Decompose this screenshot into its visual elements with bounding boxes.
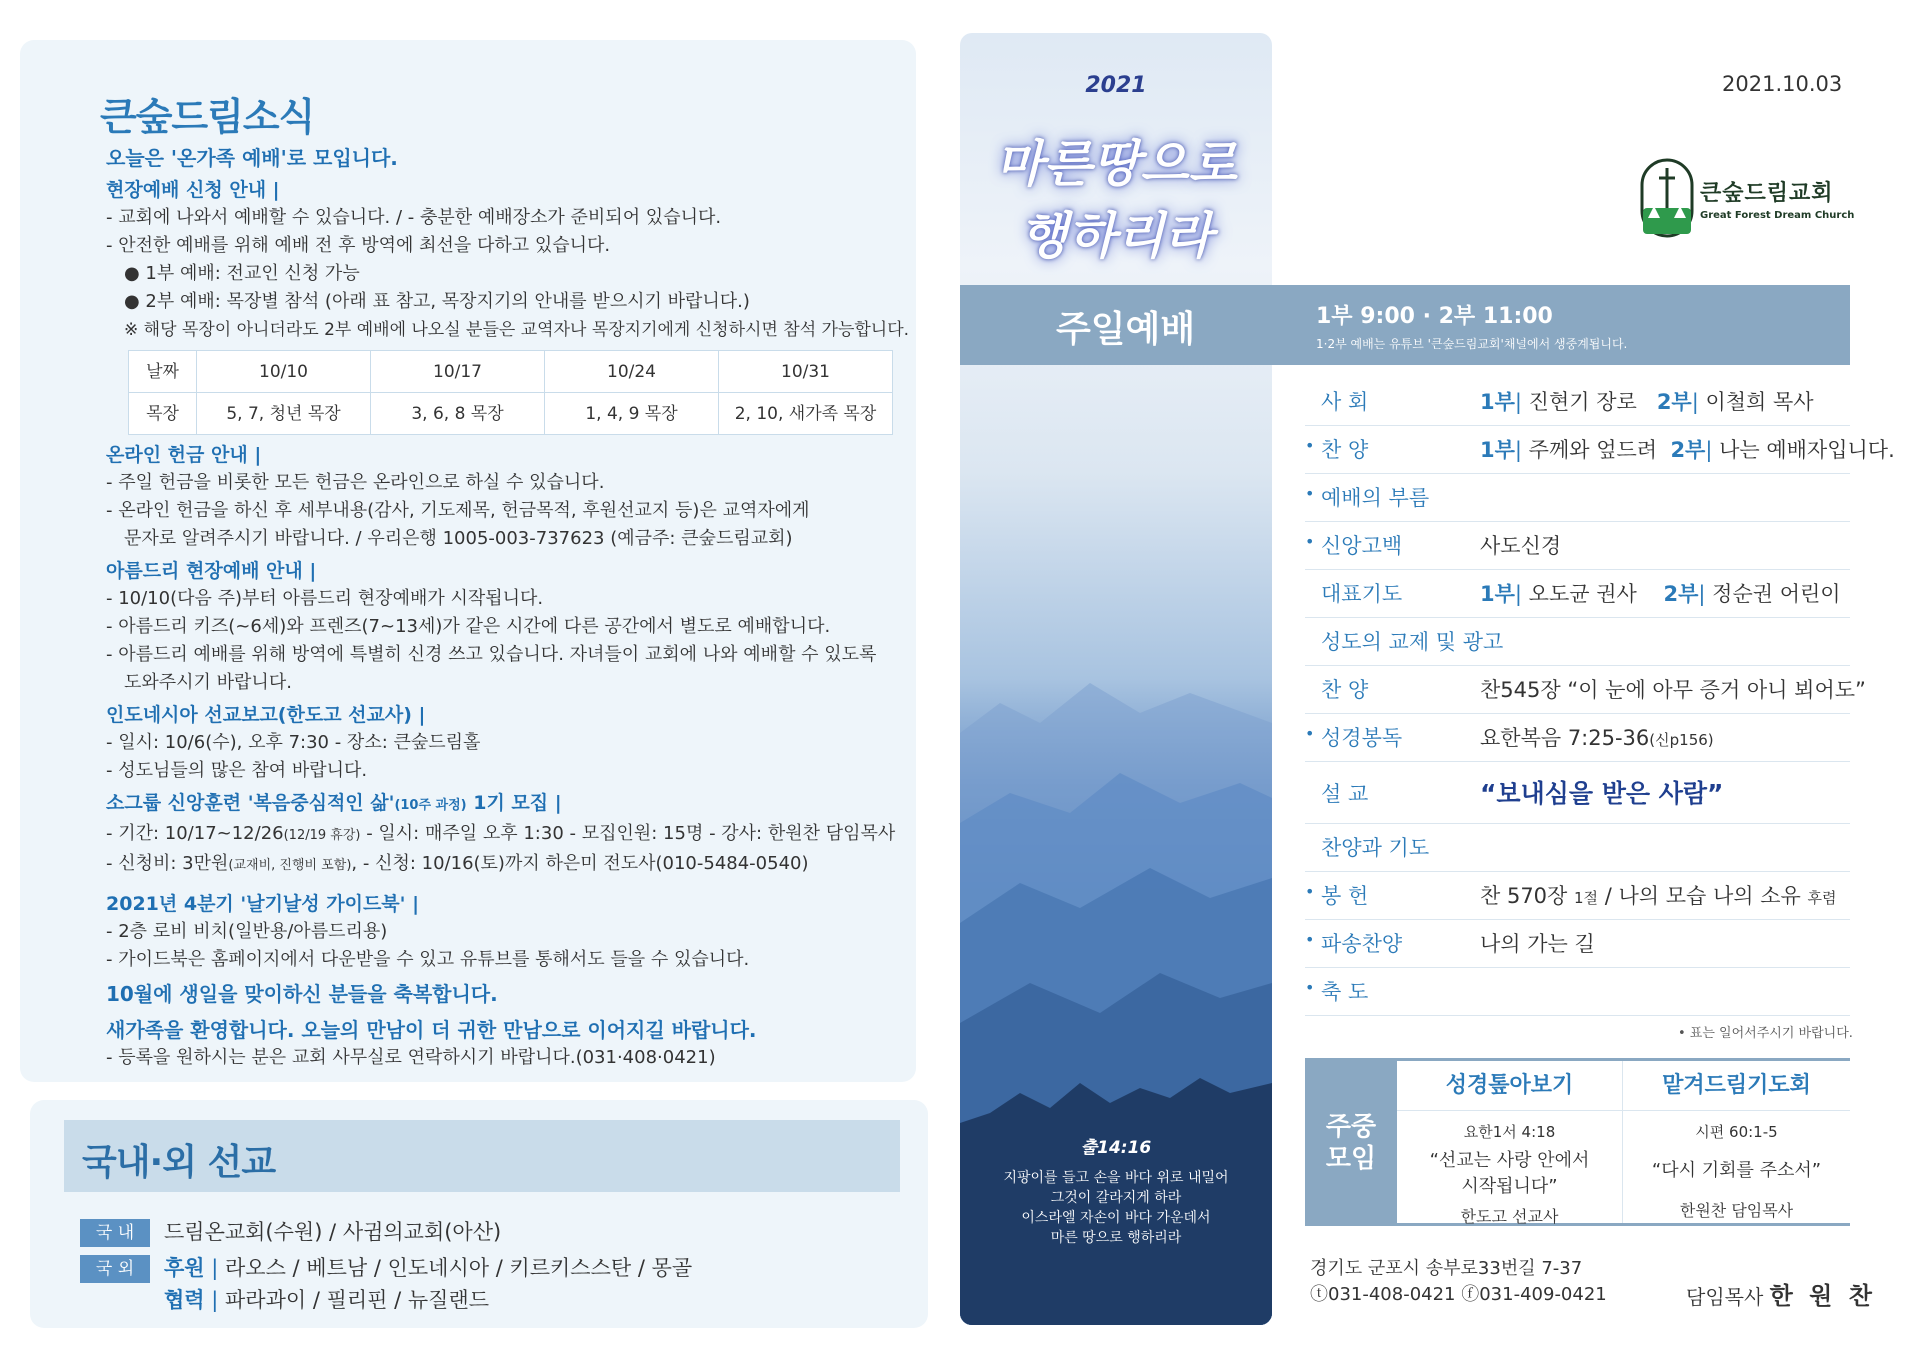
order-row-host [1305,378,1850,426]
order-row-fellowship [1305,618,1850,666]
small-group-fee-note: (교재비, 진행비 포함) [228,858,352,873]
order-value: 요한복음 7:25-36(신p156) [1480,726,1714,750]
news-headline-family-worship: 오늘은 '온가족 예배'로 모입니다. [106,146,398,170]
cover-verse-ref: 출14:16 [1080,1138,1152,1158]
news-heading-welcome: 새가족을 환영합니다. 오늘의 만남이 더 귀한 만남으로 이어지길 바랍니다. [106,1018,757,1042]
order-name: 신앙고백 [1321,534,1403,558]
table-header-date: 날짜 [129,351,197,393]
order-value: 사도신경 [1480,534,1562,558]
news-line: - 2층 로비 비치(일반용/아름드리용) [106,921,388,942]
news-line: - 온라인 헌금을 하신 후 세부내용(감사, 기도제목, 헌금목적, 후원선교지 등)은 교역자에게 [106,500,810,521]
news-line: - 10/10(다음 주)부터 아름드리 현장예배가 시작됩니다. [106,588,544,609]
meeting-ref: 요한1서 4:18 [1463,1123,1556,1141]
order-name: 찬 양 [1321,678,1369,702]
mission-panel [30,1100,928,1328]
order-name: 성도의 교제 및 광고 [1321,630,1504,654]
news-line: 도와주시기 바랍니다. [124,672,292,693]
meeting-title: 맡겨드림기도회 [1623,1061,1850,1111]
meeting-title: 성경톺아보기 [1397,1061,1622,1111]
small-group-fee: - 신청비: 3만원 [106,853,229,874]
news-heading-small-group [106,789,896,820]
small-group-break: (12/19 휴강) [283,828,361,843]
support-list: 라오스 / 베트남 / 인도네시아 / 키르키스스탄 / 몽골 [225,1256,693,1280]
verse-line: 이스라엘 자손이 바다 가운데서 [1021,1210,1211,1226]
cover-panel [960,33,1272,1325]
support-label: 후원 [164,1256,205,1280]
mission-cooperation: 협력 | 파라과이 / 필리핀 / 뉴질랜드 [164,1288,490,1312]
cover-title-line: 마른땅으로 [995,134,1237,193]
stand-marker: • [1305,532,1315,551]
bulletin-date: 2021.10.03 [1722,72,1843,96]
coop-label: 협력 [164,1288,205,1312]
news-line [106,820,896,850]
mission-overseas: 국 외 후원 | 라오스 / 베트남 / 인도네시아 / 키르키스스탄 / 몽골 [80,1252,692,1283]
meetings-label-line: 모임 [1325,1144,1377,1174]
news-line: ● 2부 예배: 목장별 참석 (아래 표 참고, 목장지기의 안내를 받으시기 바랍니다.) [124,291,750,312]
news-heading-birthday: 10월에 생일을 맞이하신 분들을 축복합니다. [106,982,498,1006]
small-group-details: - 일시: 매주일 오후 1:30 - 모집인원: 15명 - 강사: 한원찬 담임목사 [360,823,896,844]
order-name: 설 교 [1321,782,1369,806]
news-line: ※ 해당 목장이 아니더라도 2부 예배에 나오실 분들은 교역자나 목장지기에게 신청하시면 참석 가능합니다. [124,320,910,340]
small-group-signup: , - 신청: 10/16(토)까지 하은미 전도사(010-5484-0540) [351,853,809,874]
order-value: 찬 570장 1절 / 나의 모습 나의 소유 후렴 [1480,884,1837,908]
order-value: 1부| 오도균 권사 2부| 정순권 어린이 [1480,582,1841,606]
stand-marker: • [1305,930,1315,949]
order-row-praise [1305,426,1895,474]
sermon-title: “보내심을 받은 사람” [1480,779,1724,808]
news-heading-guidebook: 2021년 4분기 '날기날성 가이드북' | [106,893,420,915]
news-line: - 주일 헌금을 비롯한 모든 헌금은 온라인으로 하실 수 있습니다. [106,472,605,493]
news-heading-onsite: 현장예배 신청 안내 | [106,179,280,201]
order-row-prayer [1305,570,1850,618]
meetings-label [1305,1061,1397,1223]
table-cell-group: 5, 7, 청년 목장 [197,393,371,435]
order-name: 찬 양 [1321,438,1369,462]
mission-domestic [80,1216,501,1247]
news-line [106,850,896,880]
cover-title-line: 행하리라 [1019,206,1213,265]
news-line: - 등록을 원하시는 분은 교회 사무실로 연락하시기 바랍니다.(031·408·0421) [106,1047,716,1068]
news-line: - 성도님들의 많은 참여 바랍니다. [106,760,368,781]
order-name: 축 도 [1321,980,1369,1004]
small-group-period: - 기간: 10/17~12/26 [106,823,284,844]
address-line: 경기도 군포시 송부로33번길 7-37 [1310,1258,1583,1279]
stand-note: • 표는 일어서주시기 바랍니다. [1678,1026,1853,1041]
church-name-en: Great Forest Dream Church [1700,210,1855,221]
order-value: 1부| 주께와 엎드려 2부| 나는 예배자입니다. [1480,438,1895,462]
verse-line: 마른 땅으로 행하리라 [1050,1230,1182,1246]
church-address [1310,1256,1607,1308]
domestic-list: 드림온교회(수원) / 사귐의교회(아산) [164,1220,502,1244]
table-cell-date: 10/24 [545,351,719,393]
table-row [129,393,893,435]
worship-time: 1부 9:00 · 2부 11:00 [1316,304,1553,329]
meeting-quote: “다시 기회를 주소서” [1651,1160,1822,1181]
pastor [1686,1276,1876,1311]
news-line: - 일시: 10/6(수), 오후 7:30 - 장소: 큰숲드림홀 [106,732,481,753]
small-group-title: 소그룹 신앙훈련 '복음중심적인 삶' [106,792,395,814]
table-cell-group: 3, 6, 8 목장 [371,393,545,435]
order-row-sermon [1305,762,1850,824]
church-logo-icon [1640,158,1694,238]
order-name: 사 회 [1321,390,1369,414]
meeting-speaker: 한도고 선교사 [1460,1207,1559,1226]
small-group-duration: (10주 과정) [394,798,467,813]
meetings-label-line: 주중 [1325,1112,1377,1142]
order-row-creed [1305,522,1850,570]
small-group-recruit: 1기 모집 | [466,792,562,814]
church-name: 큰숲드림교회 [1700,181,1834,206]
stand-marker: • [1305,724,1315,743]
verse-line: 지팡이를 들고 손을 바다 위로 내밀어 [1003,1170,1229,1186]
stand-marker: • [1305,882,1315,901]
order-row-offering [1305,872,1850,920]
table-cell-group: 1, 4, 9 목장 [545,393,719,435]
news-heading-indonesia-report: 인도네시아 선교보고(한도고 선교사) | [106,704,426,726]
stand-marker: • [1305,978,1315,997]
pastor-label: 담임목사 [1686,1285,1764,1309]
table-cell-group: 2, 10, 새가족 목장 [719,393,893,435]
order-name: 성경봉독 [1321,726,1403,750]
meeting-quote: “선교는 사랑 안에서 시작됩니다” [1429,1150,1590,1197]
cover-verse [960,1168,1272,1248]
news-heading-online-offering: 온라인 헌금 안내 | [106,444,262,466]
order-name: 파송찬양 [1321,932,1403,956]
cover-year: 2021 [1085,73,1147,98]
mission-title: 국내·외 선교 [82,1142,276,1183]
order-row-call [1305,474,1850,522]
order-row-benediction [1305,968,1850,1016]
cover-title [960,128,1272,272]
worship-header [960,285,1850,365]
order-row-hymn [1305,666,1866,714]
news-body [106,140,910,1072]
table-row [129,351,893,393]
news-title: 큰숲드림소식 [100,95,315,139]
news-line: 문자로 알려주시기 바랍니다. / 우리은행 1005-003-737623 (예금주: 큰숲드림교회) [124,528,793,549]
meeting-speaker: 한원찬 담임목사 [1679,1201,1794,1220]
overseas-tag: 국 외 [80,1255,150,1283]
worship-note: 1·2부 예배는 유튜브 '큰숲드림교회'채널에서 생중계됩니다. [1316,337,1628,351]
order-row-scripture [1305,714,1850,762]
order-name: 찬양과 기도 [1321,836,1430,860]
news-line: - 아름드리 키즈(~6세)와 프렌즈(7~13세)가 같은 시간에 다른 공간에서 별도로 예배합니다. [106,616,831,637]
news-line: - 안전한 예배를 위해 예배 전 후 방역에 최선을 다하고 있습니다. [106,235,611,256]
news-line: - 교회에 나와서 예배할 수 있습니다. / - 충분한 예배장소가 준비되어 있습니다. [106,207,722,228]
domestic-tag: 국 내 [80,1219,150,1247]
phone-line: ⓣ031-408-0421 ⓕ031-409-0421 [1310,1284,1607,1305]
verse-line: 그것이 갈라지게 하라 [1050,1190,1182,1206]
table-cell-date: 10/10 [197,351,371,393]
order-name: 봉 헌 [1321,884,1369,908]
news-line: - 가이드북은 홈페이지에서 다운받을 수 있고 유튜브를 통해서도 들을 수 있습니다. [106,949,750,970]
meeting-prayer [1623,1061,1850,1223]
news-panel [20,40,916,1082]
coop-list: 파라과이 / 필리핀 / 뉴질랜드 [225,1288,490,1312]
meeting-bible-study [1397,1061,1623,1226]
order-row-praise-prayer [1305,824,1850,872]
order-name: 대표기도 [1321,582,1403,606]
stand-marker: • [1305,436,1315,455]
worship-order [1305,378,1895,1016]
stand-marker: • [1305,484,1315,503]
news-line: - 아름드리 예배를 위해 방역에 특별히 신경 쓰고 있습니다. 자녀들이 교회에 나와 예배할 수 있도록 [106,644,877,665]
news-heading-kids-worship: 아름드리 현장예배 안내 | [106,560,317,582]
news-line: ● 1부 예배: 전교인 신청 가능 [124,263,360,284]
order-row-sending [1305,920,1850,968]
table-cell-date: 10/17 [371,351,545,393]
meeting-ref: 시편 60:1-5 [1695,1123,1778,1141]
order-value: 나의 가는 길 [1480,932,1595,956]
order-name: 예배의 부름 [1321,486,1430,510]
pastor-name: 한 원 찬 [1769,1282,1876,1310]
order-value: 1부| 진현기 장로 2부| 이철희 목사 [1480,390,1814,414]
order-value: 찬545장 “이 눈에 아무 증거 아니 뵈어도” [1480,678,1866,702]
table-header-group: 목장 [129,393,197,435]
table-cell-date: 10/31 [719,351,893,393]
worship-title: 주일예배 [1056,309,1196,350]
weekday-meetings [1305,1058,1850,1226]
schedule-table [128,350,893,435]
mission-title-bar [64,1120,900,1192]
